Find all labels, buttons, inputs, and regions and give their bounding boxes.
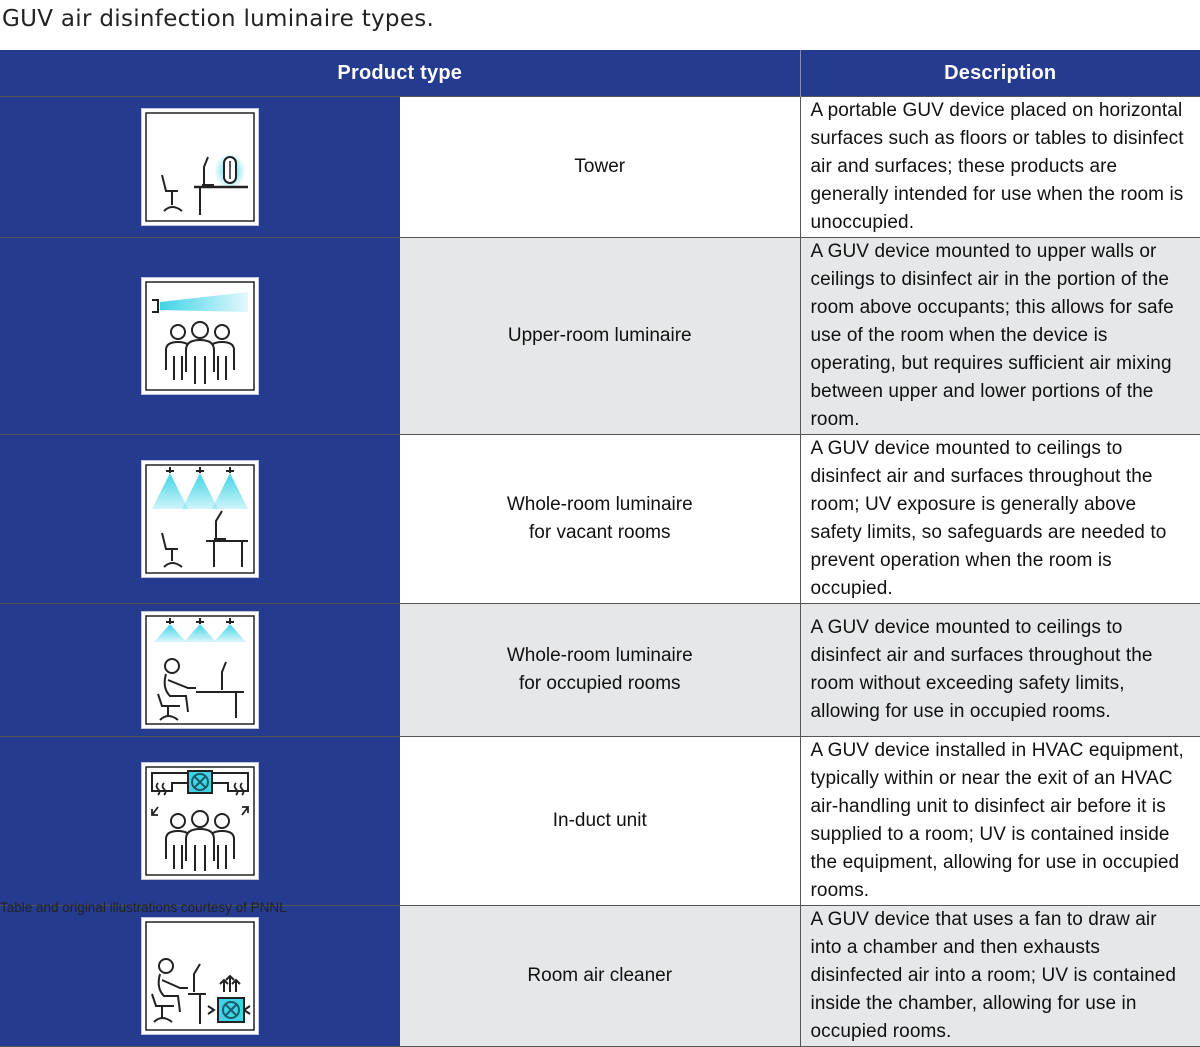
table-row <box>0 435 1200 604</box>
product-type-cell <box>400 435 800 604</box>
upper-room-luminaire-icon <box>142 278 258 394</box>
footer-credit: Table and original illustrations courtesy of PNNL <box>0 900 287 915</box>
icon-cell <box>0 97 400 238</box>
table-row <box>0 906 1200 1047</box>
description-cell: A GUV device that uses a fan to draw air into a chamber and then exhausts disinfected air into a room; UV is contained inside the chamber, allowing for use in occupied rooms. <box>800 906 1200 1047</box>
product-type-cell <box>400 906 800 1047</box>
tower-icon <box>142 109 258 225</box>
luminaire-types-table <box>0 50 1200 1047</box>
page-title: GUV air disinfection luminaire types. <box>2 6 435 32</box>
in-duct-unit-icon <box>142 763 258 879</box>
description-cell: A GUV device mounted to ceilings to disinfect air and surfaces throughout the room without exceeding safety limits, allowing for use in occupied rooms. <box>800 604 1200 737</box>
product-type-label: Tower <box>574 156 626 177</box>
description-cell: A portable GUV device placed on horizontal surfaces such as floors or tables to disinfect air and surfaces; these products are generally intended for use when the room is unoccupied. <box>800 97 1200 238</box>
icon-cell <box>0 906 400 1047</box>
product-type-cell <box>400 97 800 238</box>
table-row <box>0 604 1200 737</box>
product-type-label: Whole-room luminaire for vacant rooms <box>506 494 693 543</box>
icon-cell <box>0 604 400 737</box>
product-type-cell <box>400 238 800 435</box>
table-header-row <box>0 50 1200 97</box>
icon-cell <box>0 238 400 435</box>
whole-room-occupied-icon <box>142 612 258 728</box>
description-cell: A GUV device installed in HVAC equipment, typically within or near the exit of an HVAC air-handling unit to disinfect air before it is supplied to a room; UV is contained inside the equipment, allowing for use in occupied rooms. <box>800 737 1200 906</box>
table-row <box>0 238 1200 435</box>
room-air-cleaner-icon <box>142 918 258 1034</box>
table-row <box>0 97 1200 238</box>
description-cell: A GUV device mounted to upper walls or ceilings to disinfect air in the portion of the room above occupants; this allows for safe use of the room when the device is operating, but requires sufficient air mixing between upper and lower portions of the room. <box>800 238 1200 435</box>
product-type-label: Upper-room luminaire <box>507 325 692 346</box>
header-description: Description <box>800 50 1200 97</box>
product-type-label: In-duct unit <box>552 810 647 831</box>
icon-cell <box>0 737 400 906</box>
product-type-cell <box>400 737 800 906</box>
product-type-cell <box>400 604 800 737</box>
table-row <box>0 737 1200 906</box>
icon-cell <box>0 435 400 604</box>
header-product-type: Product type <box>0 50 800 97</box>
description-cell: A GUV device mounted to ceilings to disinfect air and surfaces throughout the room; UV exposure is generally above safety limits, so safeguards are needed to prevent operation when the room is occupied. <box>800 435 1200 604</box>
product-type-label: Room air cleaner <box>527 965 673 986</box>
whole-room-vacant-icon <box>142 461 258 577</box>
product-type-label: Whole-room luminaire for occupied rooms <box>506 645 693 694</box>
